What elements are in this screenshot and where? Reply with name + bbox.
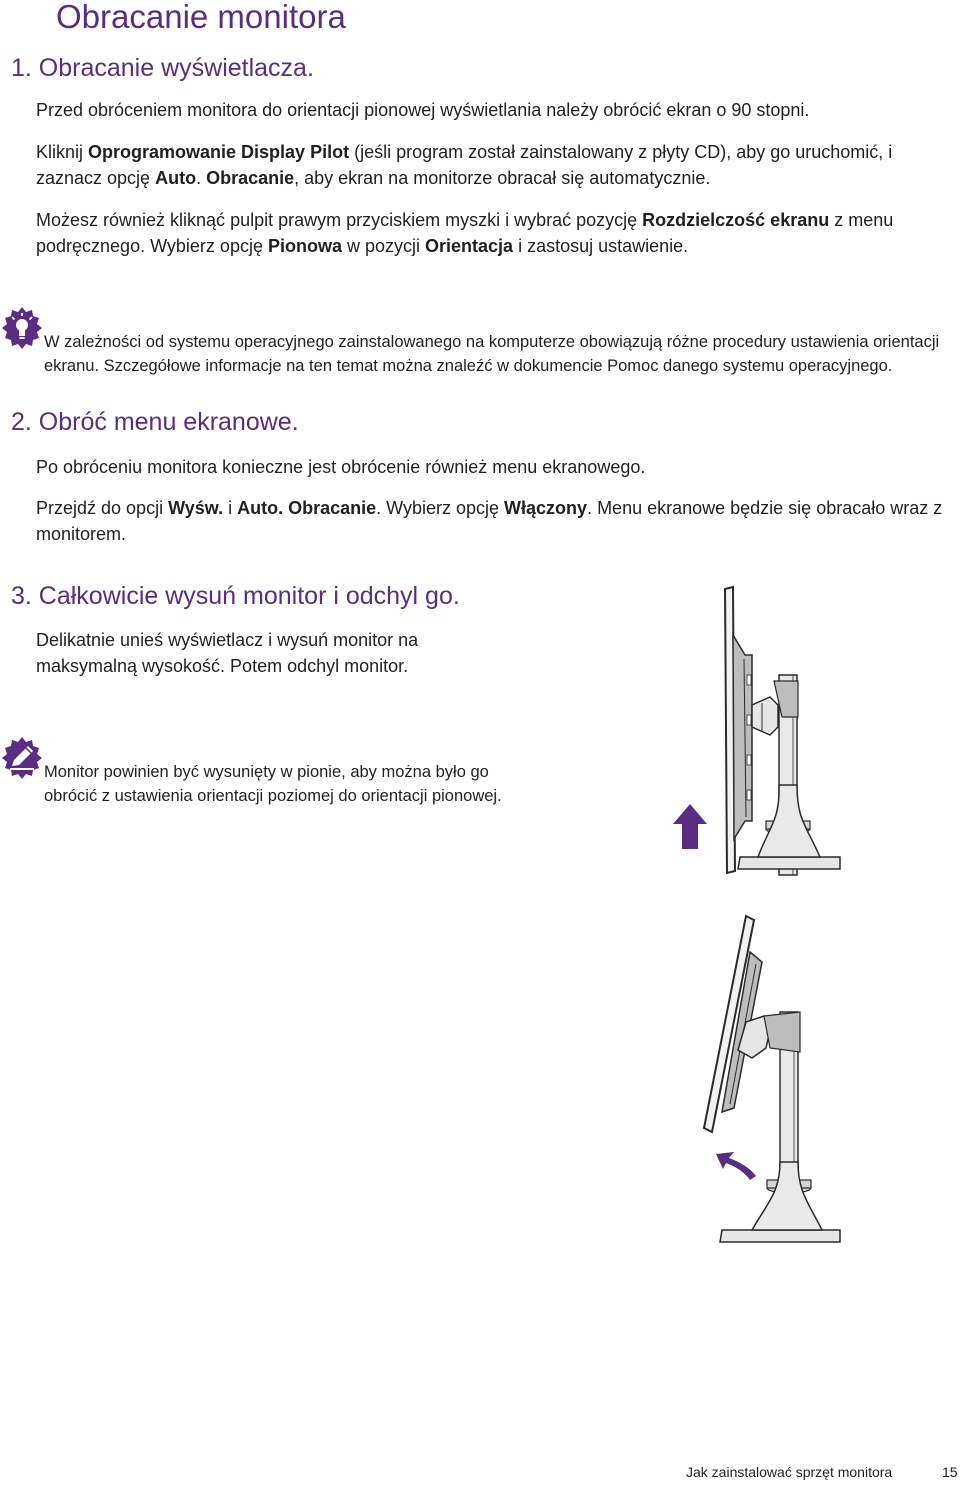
page-number: 15	[942, 1464, 958, 1480]
section1-para3: Możesz również kliknąć pulpit prawym przyciskiem myszki i wybrać pozycję Rozdzielczość ekranu z menu podręcznego. Wybierz opcję Pionowa w pozycji Orientacja i zastosuj ustawienie.	[36, 210, 894, 256]
section3-para1: Delikatnie unieś wyświetlacz i wysuń monitor na maksymalną wysokość. Potem odchyl monitor.	[36, 630, 419, 676]
section3-heading: 3. Całkowicie wysuń monitor i odchyl go.	[11, 582, 460, 610]
section1-para2: Kliknij Oprogramowanie Display Pilot (jeśli program został zainstalowany z płyty CD), aby go uruchomić, i zaznacz opcję Auto. Obracanie, aby ekran na monitorze obracał się automatycznie.	[36, 142, 893, 188]
monitor-raised-illustration	[700, 585, 900, 890]
section1-heading: 1. Obracanie wyświetlacza.	[11, 54, 314, 82]
section2-para1: Po obróceniu monitora konieczne jest obrócenie również menu ekranowego.	[36, 457, 646, 477]
section2-para2: Przejdź do opcji Wyśw. i Auto. Obracanie. Wybierz opcję Włączony. Menu ekranowe będzie się obracało wraz z monitorem.	[36, 498, 943, 544]
tip-text: W zależności od systemu operacyjnego zainstalowanego na komputerze obowiązują różne procedury ustawienia orientacji ekranu. Szczegółowe informacje na ten temat można znaleźć w dokumencie Pomoc danego systemu operacyjnego.	[44, 333, 940, 375]
page-title: Obracanie monitora	[56, 0, 346, 35]
section2-heading: 2. Obróć menu ekranowe.	[11, 408, 299, 436]
monitor-tilted-illustration	[690, 912, 900, 1257]
footer-text: Jak zainstalować sprzęt monitora	[686, 1464, 893, 1480]
note-text: Monitor powinien być wysunięty w pionie, aby można było go obrócić z ustawienia orientacji poziomej do orientacji pionowej.	[44, 763, 502, 805]
lightbulb-icon	[0, 306, 44, 350]
section1-para1: Przed obróceniem monitora do orientacji pionowej wyświetlania należy obrócić ekran o 90 stopni.	[36, 100, 810, 120]
pencil-icon	[0, 736, 44, 780]
